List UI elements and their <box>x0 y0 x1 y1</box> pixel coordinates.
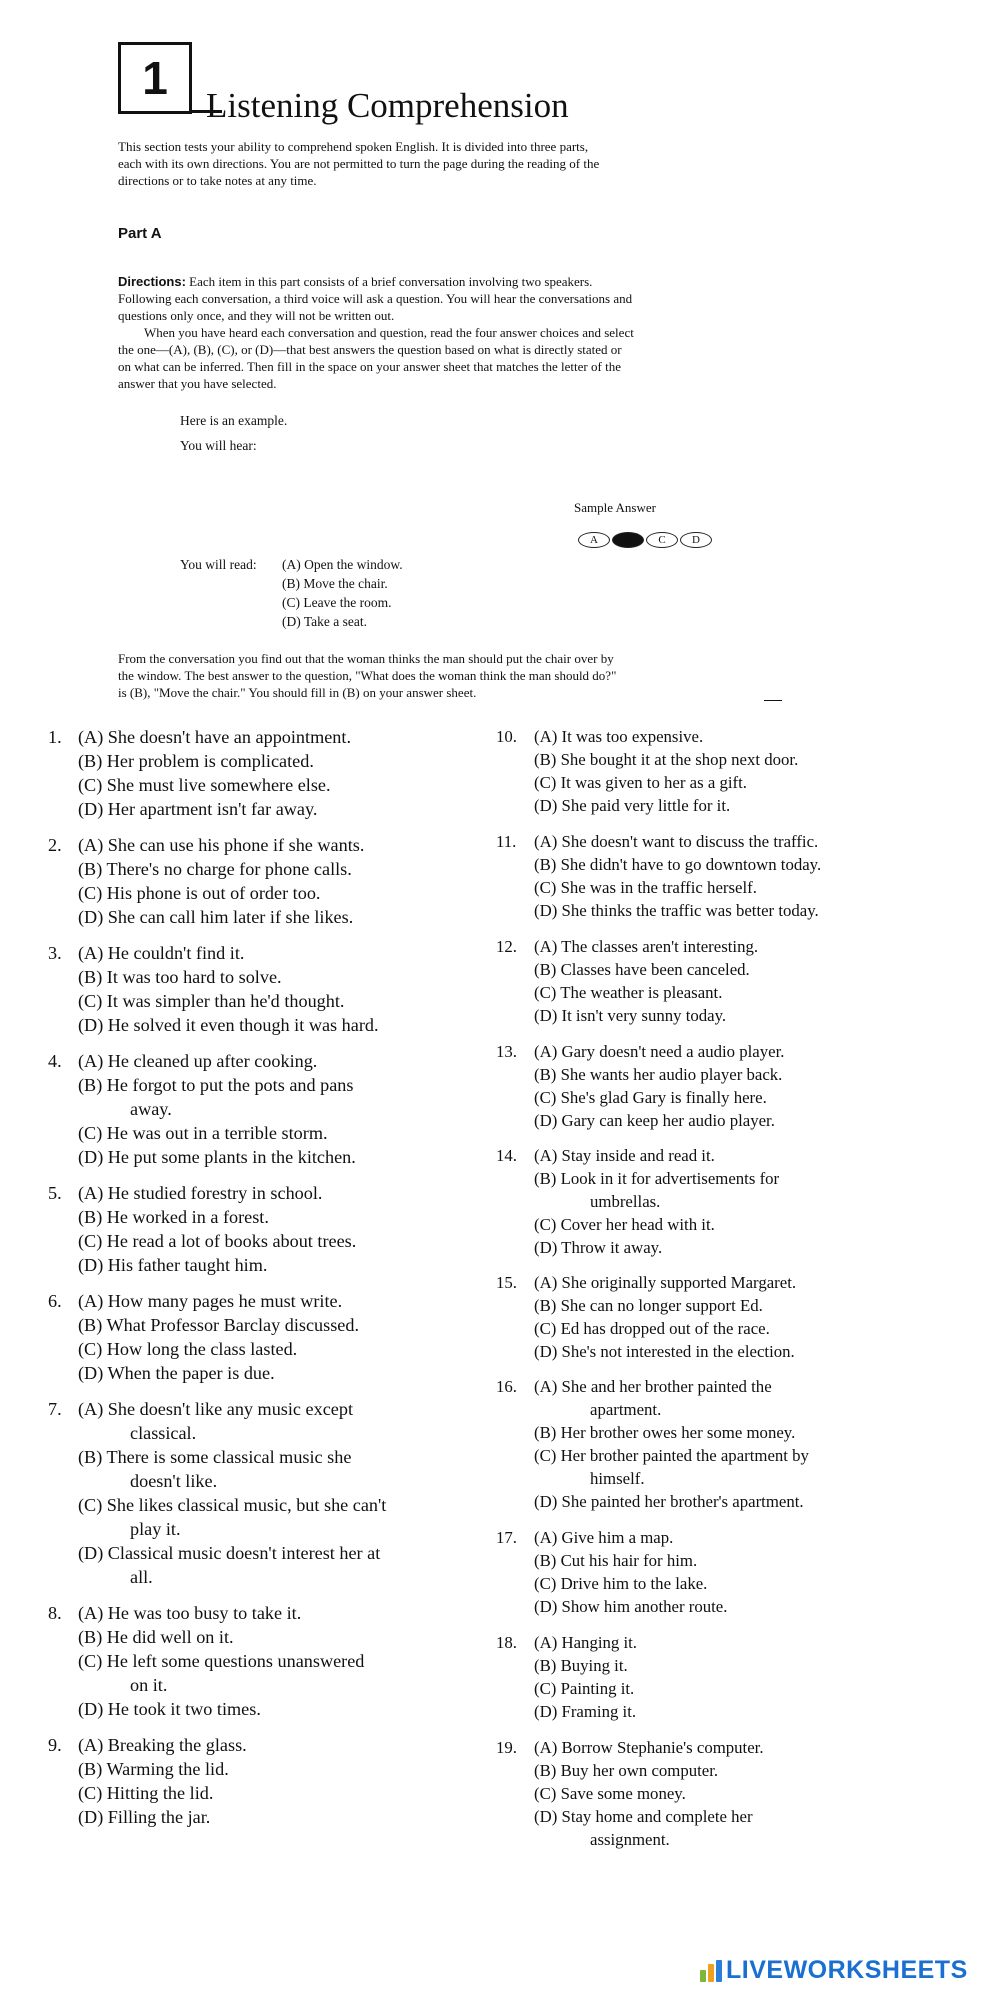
answer-option <box>48 1697 468 1721</box>
answer-option-continuation: assignment. <box>590 1830 670 1849</box>
answer-option <box>48 1049 468 1073</box>
answer-option-text: (D) Throw it away. <box>534 1238 663 1257</box>
question-number: 6. <box>48 1291 62 1311</box>
answer-option-text: (D) He took it two times. <box>78 1699 261 1719</box>
answer-option-text: (B) It was too hard to solve. <box>78 967 282 987</box>
question-number: 15. <box>496 1273 517 1292</box>
example-option: (C) Leave the room. <box>282 595 392 610</box>
answer-option <box>48 1541 468 1565</box>
answer-option <box>496 958 946 981</box>
answer-option-text: (D) Classical music doesn't interest her at <box>78 1543 381 1563</box>
question-number: 13. <box>496 1042 517 1061</box>
answer-option <box>48 749 468 773</box>
section-header <box>118 42 918 124</box>
answer-option <box>496 1631 946 1654</box>
directions-line: on what can be inferred. Then fill in the space on your answer sheet that matches the letter of the <box>118 359 621 374</box>
answer-option-continuation: away. <box>130 1099 172 1119</box>
section-intro <box>118 138 898 189</box>
answer-option <box>48 1733 468 1757</box>
question-number: 18. <box>496 1633 517 1652</box>
question-item <box>48 1601 468 1721</box>
part-heading: Part A <box>118 225 162 242</box>
answer-option-text: (D) He solved it even though it was hard. <box>78 1015 379 1035</box>
answer-option <box>48 1121 468 1145</box>
answer-option-text: (A) It was too expensive. <box>534 727 704 746</box>
answer-option-text: (A) She can use his phone if she wants. <box>78 835 365 855</box>
answer-option-text: (B) Her brother owes her some money. <box>534 1423 796 1442</box>
answer-option <box>48 1649 468 1673</box>
answer-option <box>48 1397 468 1421</box>
answer-option-text: (A) Borrow Stephanie's computer. <box>534 1738 764 1757</box>
answer-option-text: (C) She's glad Gary is finally here. <box>534 1088 767 1107</box>
answer-option-text: (B) Buying it. <box>534 1656 628 1675</box>
answer-bubble-c: C <box>646 532 678 548</box>
answer-option <box>496 1271 946 1294</box>
answer-option-text: (B) He did well on it. <box>78 1627 234 1647</box>
answer-option <box>496 935 946 958</box>
intro-line: This section tests your ability to comprehend spoken English. It is divided into three parts, <box>118 139 589 154</box>
question-number: 1. <box>48 727 62 747</box>
answer-option-continuation: play it. <box>130 1519 181 1539</box>
answer-option <box>496 1294 946 1317</box>
answer-option <box>496 899 946 922</box>
answer-option-text: (B) She didn't have to go downtown today. <box>534 855 822 874</box>
question-item <box>496 1271 946 1363</box>
answer-bubble-a: A <box>578 532 610 548</box>
answer-option <box>48 1229 468 1253</box>
answer-option-text: (B) She bought it at the shop next door. <box>534 750 799 769</box>
question-item <box>48 1289 468 1385</box>
answer-option <box>496 1340 946 1363</box>
answer-option <box>496 794 946 817</box>
answer-option-continuation: on it. <box>130 1675 168 1695</box>
answer-option-text: (C) Her brother painted the apartment by <box>534 1446 809 1465</box>
answer-option-text: (D) His father taught him. <box>78 1255 268 1275</box>
answer-option <box>496 876 946 899</box>
answer-option-continuation: doesn't like. <box>130 1471 218 1491</box>
question-number: 17. <box>496 1528 517 1547</box>
question-item <box>48 1181 468 1277</box>
answer-option-text: (D) She can call him later if she likes. <box>78 907 354 927</box>
question-number: 19. <box>496 1738 517 1757</box>
question-item <box>496 1040 946 1132</box>
answer-option <box>48 1073 468 1097</box>
answer-option-text: (C) Painting it. <box>534 1679 635 1698</box>
answer-option <box>48 1757 468 1781</box>
answer-option <box>496 1375 946 1398</box>
answer-option <box>496 1109 946 1132</box>
answer-option-text: (B) There is some classical music she <box>78 1447 352 1467</box>
answer-option-text: (D) It isn't very sunny today. <box>534 1006 727 1025</box>
answer-option-text: (D) When the paper is due. <box>78 1363 275 1383</box>
answer-option-text: (D) She painted her brother's apartment. <box>534 1492 804 1511</box>
question-item <box>496 1375 946 1513</box>
answer-option-text: (C) The weather is pleasant. <box>534 983 723 1002</box>
question-item <box>496 1144 946 1259</box>
you-will-read: You will read: <box>180 557 257 572</box>
divider-dash <box>764 700 782 701</box>
example-options <box>180 555 403 631</box>
answer-option <box>496 1595 946 1618</box>
answer-option <box>496 1167 946 1190</box>
answer-option <box>48 989 468 1013</box>
answer-option-text: (A) She and her brother painted the <box>534 1377 772 1396</box>
answer-option-text: (D) Show him another route. <box>534 1597 728 1616</box>
answer-option-text: (D) Stay home and complete her <box>534 1807 753 1826</box>
answer-option <box>48 1253 468 1277</box>
answer-option-text: (B) He forgot to put the pots and pans <box>78 1075 354 1095</box>
answer-option-text: (B) There's no charge for phone calls. <box>78 859 352 879</box>
answer-option <box>496 1213 946 1236</box>
answer-option <box>496 725 946 748</box>
answer-option-text: (B) What Professor Barclay discussed. <box>78 1315 360 1335</box>
answer-option-text: (D) She paid very little for it. <box>534 796 731 815</box>
directions-line: answer that you have selected. <box>118 376 277 391</box>
example-intro: Here is an example. <box>180 413 288 428</box>
answer-option-text: (C) Drive him to the lake. <box>534 1574 708 1593</box>
answer-option-text: (A) He couldn't find it. <box>78 943 245 963</box>
answer-option-text: (A) He cleaned up after cooking. <box>78 1051 318 1071</box>
questions-left-column <box>48 725 468 1829</box>
answer-option <box>48 905 468 929</box>
answer-option-text: (A) Hanging it. <box>534 1633 637 1652</box>
answer-option <box>48 857 468 881</box>
question-item <box>48 1049 468 1169</box>
intro-line: each with its own directions. You are not permitted to turn the page during the reading of the <box>118 156 600 171</box>
question-item <box>496 725 946 817</box>
answer-option-continuation: umbrellas. <box>590 1192 661 1211</box>
answer-option <box>496 1526 946 1549</box>
answer-option-text: (C) Save some money. <box>534 1784 686 1803</box>
answer-option <box>496 1004 946 1027</box>
answer-option-text: (B) He worked in a forest. <box>78 1207 269 1227</box>
question-number: 3. <box>48 943 62 963</box>
answer-option-continuation: himself. <box>590 1469 645 1488</box>
answer-option <box>48 1493 468 1517</box>
answer-option-text: (A) He studied forestry in school. <box>78 1183 323 1203</box>
you-will-hear: You will hear: <box>180 438 257 453</box>
question-item <box>48 1733 468 1829</box>
directions-line: Following each conversation, a third voice will ask a question. You will hear the conversations and <box>118 291 633 306</box>
answer-option <box>48 773 468 797</box>
answer-option <box>48 965 468 989</box>
directions-line: When you have heard each conversation and question, read the four answer choices and select <box>144 325 634 340</box>
directions-line: Each item in this part consists of a brief conversation involving two speakers. <box>189 274 593 289</box>
answer-option <box>496 1317 946 1340</box>
answer-option-text: (C) Cover her head with it. <box>534 1215 715 1234</box>
answer-option-text: (A) Gary doesn't need a audio player. <box>534 1042 785 1061</box>
liveworksheets-logo <box>700 1956 968 1985</box>
answer-bubble-d: D <box>680 532 712 548</box>
answer-option <box>48 1289 468 1313</box>
answer-option-text: (C) He was out in a terrible storm. <box>78 1123 328 1143</box>
explanation-line: From the conversation you find out that the woman thinks the man should put the chair over by <box>118 651 614 666</box>
question-number: 10. <box>496 727 517 746</box>
answer-option <box>496 1677 946 1700</box>
answer-option <box>496 981 946 1004</box>
answer-option <box>48 1145 468 1169</box>
question-item <box>496 935 946 1027</box>
answer-option-continuation: classical. <box>130 1423 197 1443</box>
answer-option <box>48 833 468 857</box>
answer-option <box>48 1625 468 1649</box>
question-number: 14. <box>496 1146 517 1165</box>
answer-option-text: (B) Buy her own computer. <box>534 1761 719 1780</box>
question-item <box>48 725 468 821</box>
answer-option <box>48 1181 468 1205</box>
answer-option-text: (C) How long the class lasted. <box>78 1339 298 1359</box>
answer-option-text: (A) The classes aren't interesting. <box>534 937 759 956</box>
answer-option <box>496 1490 946 1513</box>
answer-option-continuation: apartment. <box>590 1400 662 1419</box>
answer-option-text: (D) Gary can keep her audio player. <box>534 1111 775 1130</box>
section-number: 1 <box>118 42 192 114</box>
answer-option-text: (D) She's not interested in the election. <box>534 1342 795 1361</box>
question-item <box>48 1397 468 1589</box>
question-number: 11. <box>496 832 517 851</box>
answer-option-text: (B) Warming the lid. <box>78 1759 229 1779</box>
directions <box>118 273 900 392</box>
answer-option <box>48 1445 468 1469</box>
directions-line: the one—(A), (B), (C), or (D)—that best answers the question based on what is directly stated or <box>118 342 622 357</box>
question-number: 12. <box>496 937 517 956</box>
answer-option <box>48 941 468 965</box>
answer-option <box>496 1444 946 1467</box>
answer-option <box>496 771 946 794</box>
answer-option-text: (A) She doesn't like any music except <box>78 1399 354 1419</box>
question-number: 2. <box>48 835 62 855</box>
answer-option <box>48 797 468 821</box>
answer-option-text: (A) Stay inside and read it. <box>534 1146 715 1165</box>
answer-option-text: (C) She was in the traffic herself. <box>534 878 757 897</box>
section-title: Listening Comprehension <box>206 86 569 125</box>
answer-option-text: (A) Breaking the glass. <box>78 1735 247 1755</box>
explanation-line: the window. The best answer to the question, "What does the woman think the man should do?" <box>118 668 617 683</box>
answer-option <box>496 1549 946 1572</box>
answer-option-text: (C) She likes classical music, but she can't <box>78 1495 387 1515</box>
answer-option-text: (B) Look in it for advertisements for <box>534 1169 780 1188</box>
sample-answer-label: Sample Answer <box>574 500 656 515</box>
question-item <box>48 941 468 1037</box>
question-number: 9. <box>48 1735 62 1755</box>
answer-option <box>48 881 468 905</box>
answer-option-text: (C) Hitting the lid. <box>78 1783 214 1803</box>
answer-option-text: (A) She doesn't want to discuss the traffic. <box>534 832 819 851</box>
answer-option-text: (A) She originally supported Margaret. <box>534 1273 797 1292</box>
answer-option <box>496 830 946 853</box>
answer-option <box>496 1086 946 1109</box>
answer-option <box>496 1782 946 1805</box>
question-item <box>496 830 946 922</box>
answer-option <box>496 1421 946 1444</box>
answer-option <box>496 1572 946 1595</box>
answer-option-text: (B) Her problem is complicated. <box>78 751 314 771</box>
answer-option-text: (C) Ed has dropped out of the race. <box>534 1319 770 1338</box>
answer-option <box>48 1337 468 1361</box>
answer-option <box>496 1040 946 1063</box>
logo-icon <box>700 1960 722 1982</box>
sample-answer-bubbles <box>578 532 712 548</box>
answer-option <box>48 1601 468 1625</box>
questions-right-column <box>496 725 946 1851</box>
answer-option <box>496 1736 946 1759</box>
answer-option-text: (B) Cut his hair for him. <box>534 1551 698 1570</box>
answer-option-text: (A) She doesn't have an appointment. <box>78 727 351 747</box>
answer-option-text: (C) It was simpler than he'd thought. <box>78 991 345 1011</box>
question-number: 5. <box>48 1183 62 1203</box>
answer-option <box>48 1013 468 1037</box>
example-option: (D) Take a seat. <box>282 614 368 629</box>
question-number: 16. <box>496 1377 517 1396</box>
answer-option-text: (A) How many pages he must write. <box>78 1291 343 1311</box>
answer-option <box>496 1063 946 1086</box>
answer-option <box>48 1805 468 1829</box>
answer-option-text: (B) Classes have been canceled. <box>534 960 750 979</box>
answer-option-text: (D) She thinks the traffic was better today. <box>534 901 819 920</box>
answer-option-text: (C) He left some questions unanswered <box>78 1651 365 1671</box>
answer-option <box>496 1144 946 1167</box>
answer-option <box>496 853 946 876</box>
answer-option <box>48 1781 468 1805</box>
question-number: 8. <box>48 1603 62 1623</box>
question-item <box>496 1631 946 1723</box>
answer-option-text: (D) Framing it. <box>534 1702 637 1721</box>
answer-option-text: (A) He was too busy to take it. <box>78 1603 302 1623</box>
answer-option-text: (D) He put some plants in the kitchen. <box>78 1147 356 1167</box>
explanation-line: is (B), "Move the chair." You should fill in (B) on your answer sheet. <box>118 685 477 700</box>
answer-option-text: (B) She can no longer support Ed. <box>534 1296 763 1315</box>
example-option: (B) Move the chair. <box>282 576 388 591</box>
answer-option <box>496 1236 946 1259</box>
example-option: (A) Open the window. <box>282 557 403 572</box>
answer-option <box>48 725 468 749</box>
answer-option-text: (C) He read a lot of books about trees. <box>78 1231 357 1251</box>
question-number: 4. <box>48 1051 62 1071</box>
answer-option-text: (C) It was given to her as a gift. <box>534 773 747 792</box>
answer-option <box>48 1313 468 1337</box>
answer-option <box>496 1654 946 1677</box>
answer-option-text: (C) She must live somewhere else. <box>78 775 331 795</box>
question-number: 7. <box>48 1399 62 1419</box>
question-item <box>496 1736 946 1851</box>
answer-option-text: (C) His phone is out of order too. <box>78 883 321 903</box>
directions-label: Directions: <box>118 274 186 289</box>
answer-option <box>496 1700 946 1723</box>
example-explanation <box>118 650 908 701</box>
directions-line: questions only once, and they will not be written out. <box>118 308 395 323</box>
question-item <box>48 833 468 929</box>
brand-name: LIVEWORKSHEETS <box>726 1956 968 1984</box>
answer-option <box>48 1361 468 1385</box>
answer-bubble-b-filled: B <box>612 532 644 548</box>
answer-option-text: (B) She wants her audio player back. <box>534 1065 783 1084</box>
answer-option-continuation: all. <box>130 1567 153 1587</box>
answer-option-text: (D) Her apartment isn't far away. <box>78 799 318 819</box>
answer-option <box>496 748 946 771</box>
intro-line: directions or to take notes at any time. <box>118 173 317 188</box>
answer-option <box>496 1759 946 1782</box>
answer-option-text: (A) Give him a map. <box>534 1528 674 1547</box>
question-item <box>496 1526 946 1618</box>
answer-option <box>48 1205 468 1229</box>
answer-option-text: (D) Filling the jar. <box>78 1807 211 1827</box>
answer-option <box>496 1805 946 1828</box>
